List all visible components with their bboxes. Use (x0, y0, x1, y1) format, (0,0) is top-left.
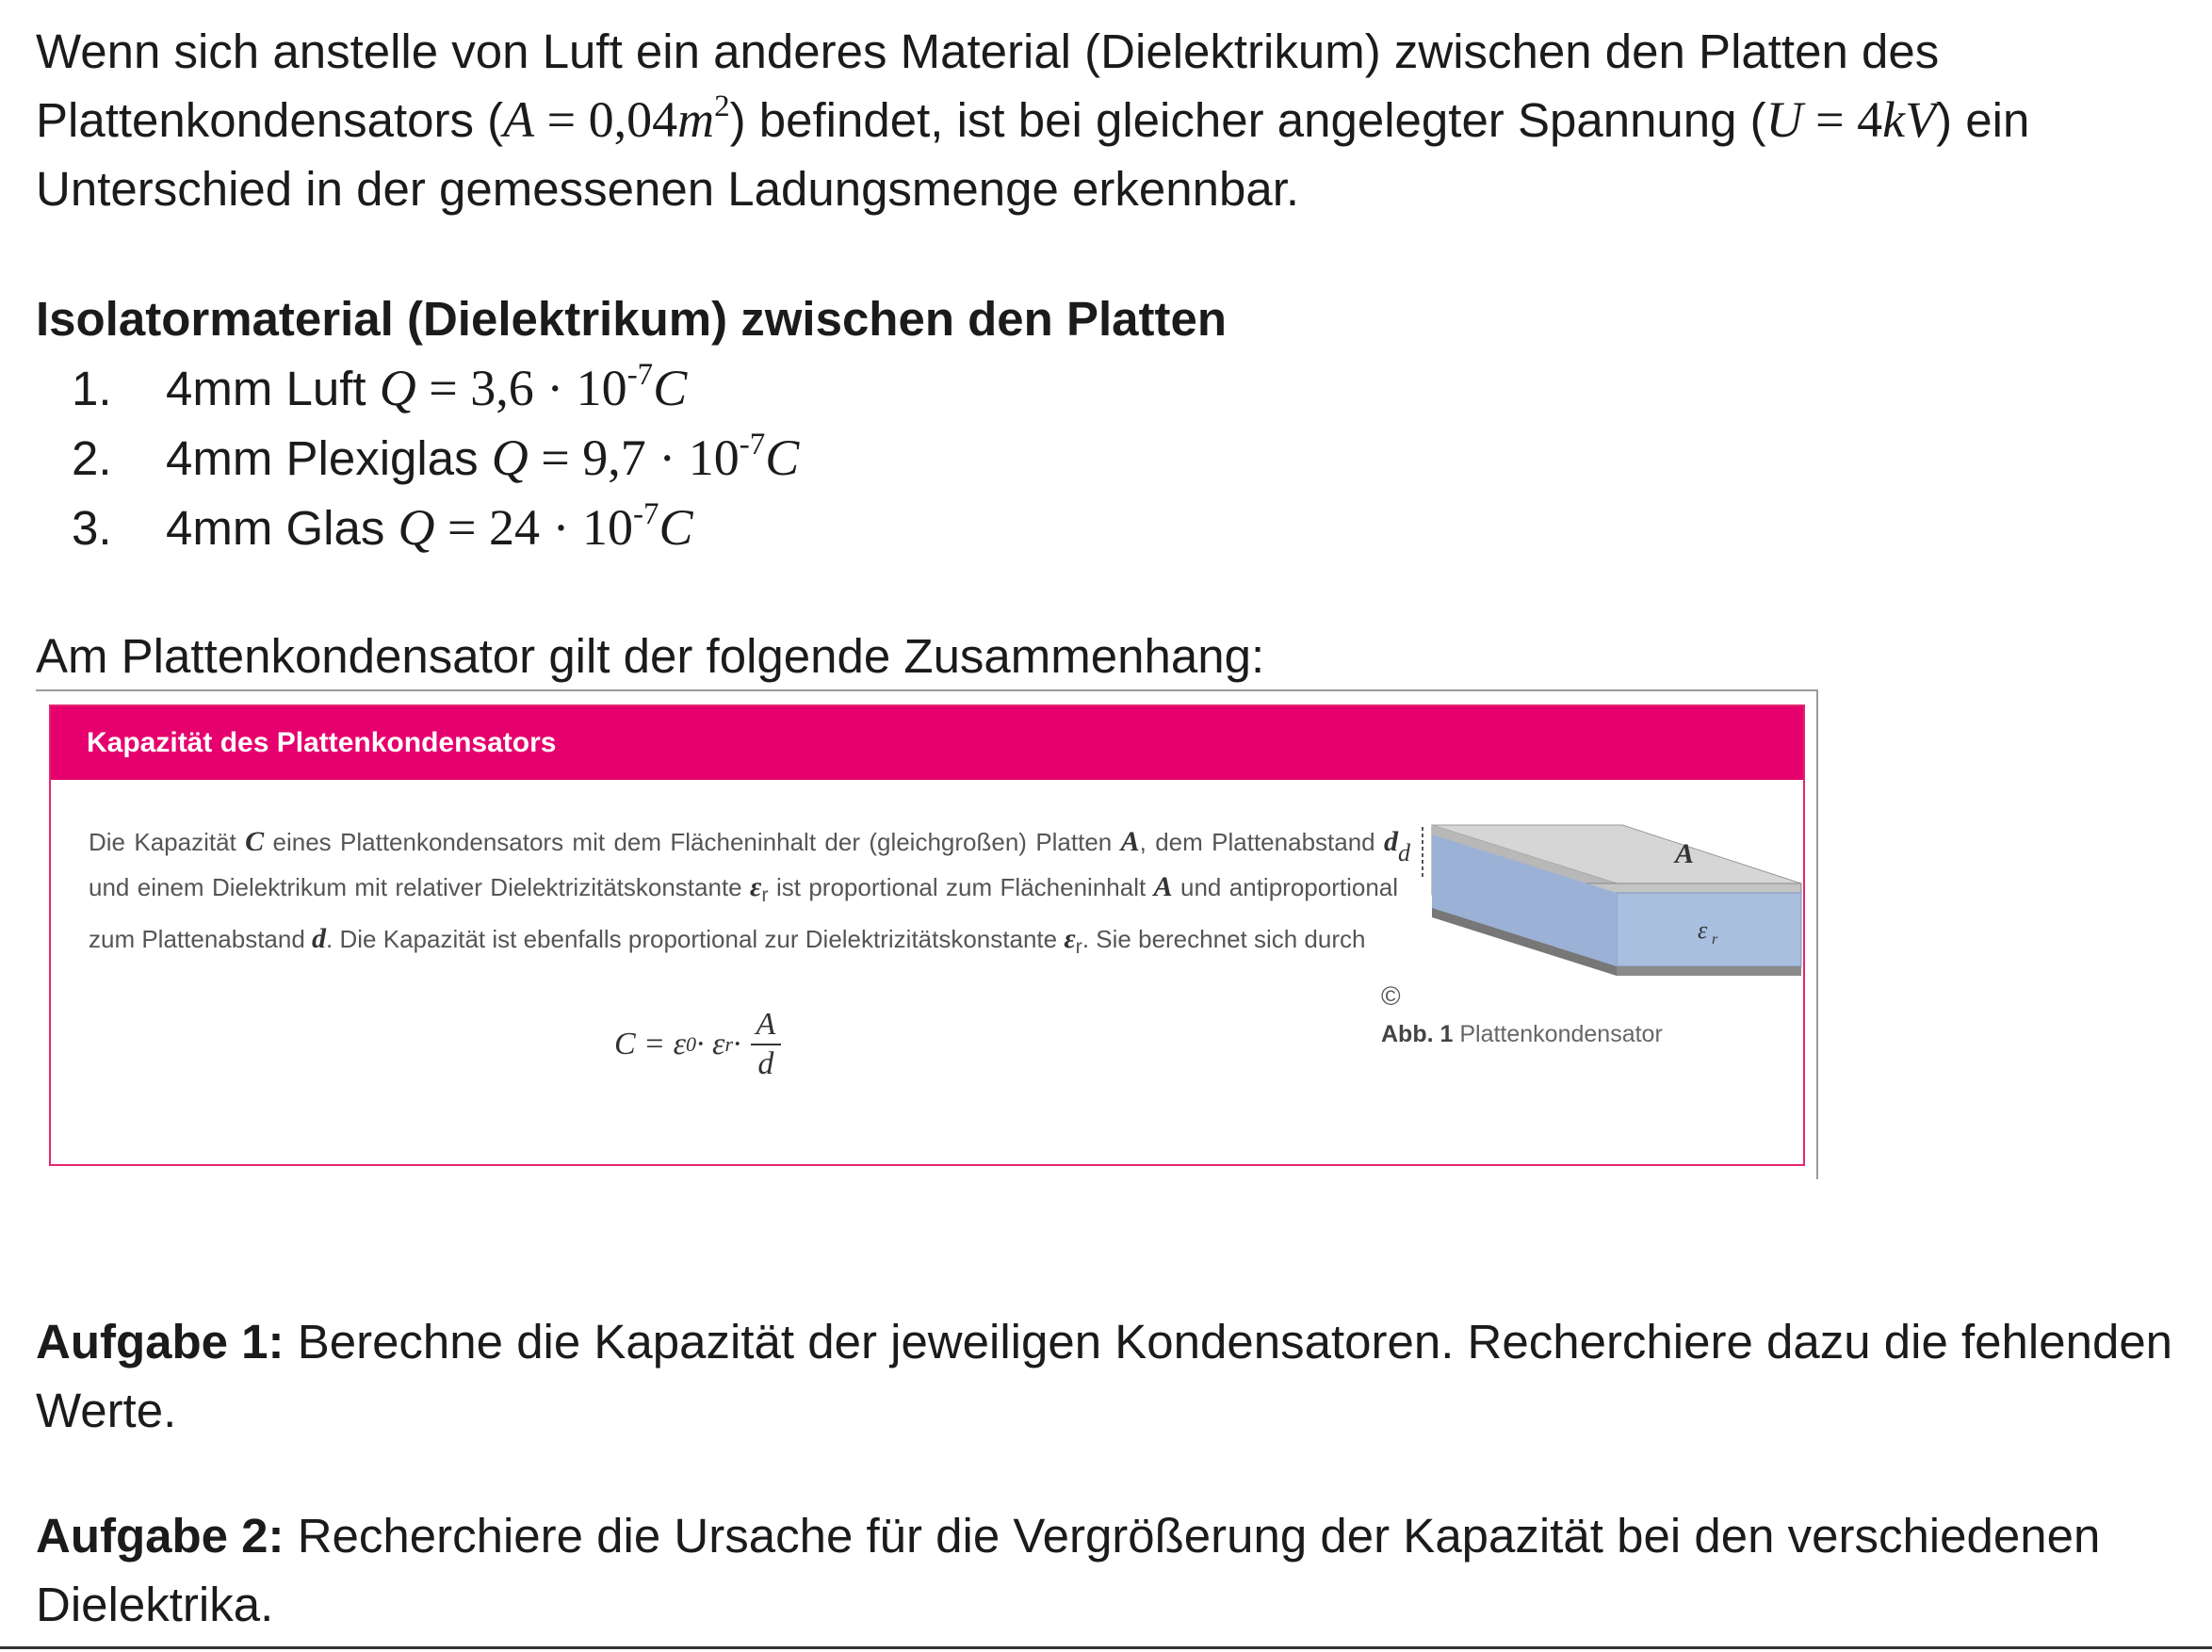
figure-label-epsilon-sub: r (1712, 931, 1718, 947)
copyright-mark: © (1381, 981, 1401, 1011)
infobox-text: Die Kapazität C eines Plattenkondensators mit dem Flächeninhalt der (gleichgroßen) Platten A, dem Plattenabstand d und einem Dielektrikum mit relativer Dielektrizitätskonstante $\varepsilon_r$ ist proportional zum Flächeninhalt A und antiproportional zum Plattenabstand d. Die Kapazität ist ebenfalls proportional zur Dielektrizitätskonstante $\varepsilon_r$. Sie berechnet sich durch (89, 826, 1399, 959)
relation-heading: Am Plattenkondensator gilt der folgende Zusammenhang: (36, 629, 1265, 683)
figure-label-epsilon: ε (1698, 916, 1708, 944)
isolator-heading: Isolatormaterial (Dielektrikum) zwischen den Platten (36, 292, 1228, 346)
figure-label-distance: d (1398, 839, 1410, 866)
figure-label-area: A (1675, 838, 1695, 869)
infobox-title: Kapazität des Plattenkondensators (87, 727, 557, 758)
figure-caption: Abb. 1 Plattenkondensator (1381, 1021, 1663, 1047)
intro-paragraph: Wenn sich anstelle von Luft ein anderes Material (Dielektrikum) zwischen den Platten des Plattenkondensators $(A = 0,04m^2)$ befindet, ist bei gleicher angelegter Spannung (U = 4kV) ein Unterschied in der gemessenen Ladungsmenge erkennbar. (36, 24, 2030, 216)
bottom-divider (0, 1646, 2212, 1649)
task-1: Aufgabe 1: Berechne die Kapazität der jeweiligen Kondensatoren. Recherchiere dazu die fehlenden Werte. (36, 1315, 2173, 1437)
capacitance-infobox (49, 705, 1805, 1166)
capacitance-formula: C = ε 0 · ε r · $\frac{A}{d}$ (614, 1006, 781, 1083)
infobox-header (51, 706, 1803, 780)
material-item-plexiglas: 2. 4mm Plexiglas $Q = 9,7 \cdot 10^{-7}C$ (72, 428, 800, 486)
material-item-luft: 1. 4mm Luft $Q = 3,6 \cdot 10^{-7}C$ (72, 358, 688, 416)
capacitor-diagram (1387, 821, 1820, 981)
material-item-glas: 3. 4mm Glas $Q = 24 \cdot 10^{-7}C$ (72, 497, 693, 556)
formula-fraction: $\frac{A}{d}$ (751, 1006, 782, 1083)
task-2: Aufgabe 2: Recherchiere die Ursache für die Vergrößerung der Kapazität bei den verschiedenen Dielektrika. (36, 1509, 2101, 1631)
